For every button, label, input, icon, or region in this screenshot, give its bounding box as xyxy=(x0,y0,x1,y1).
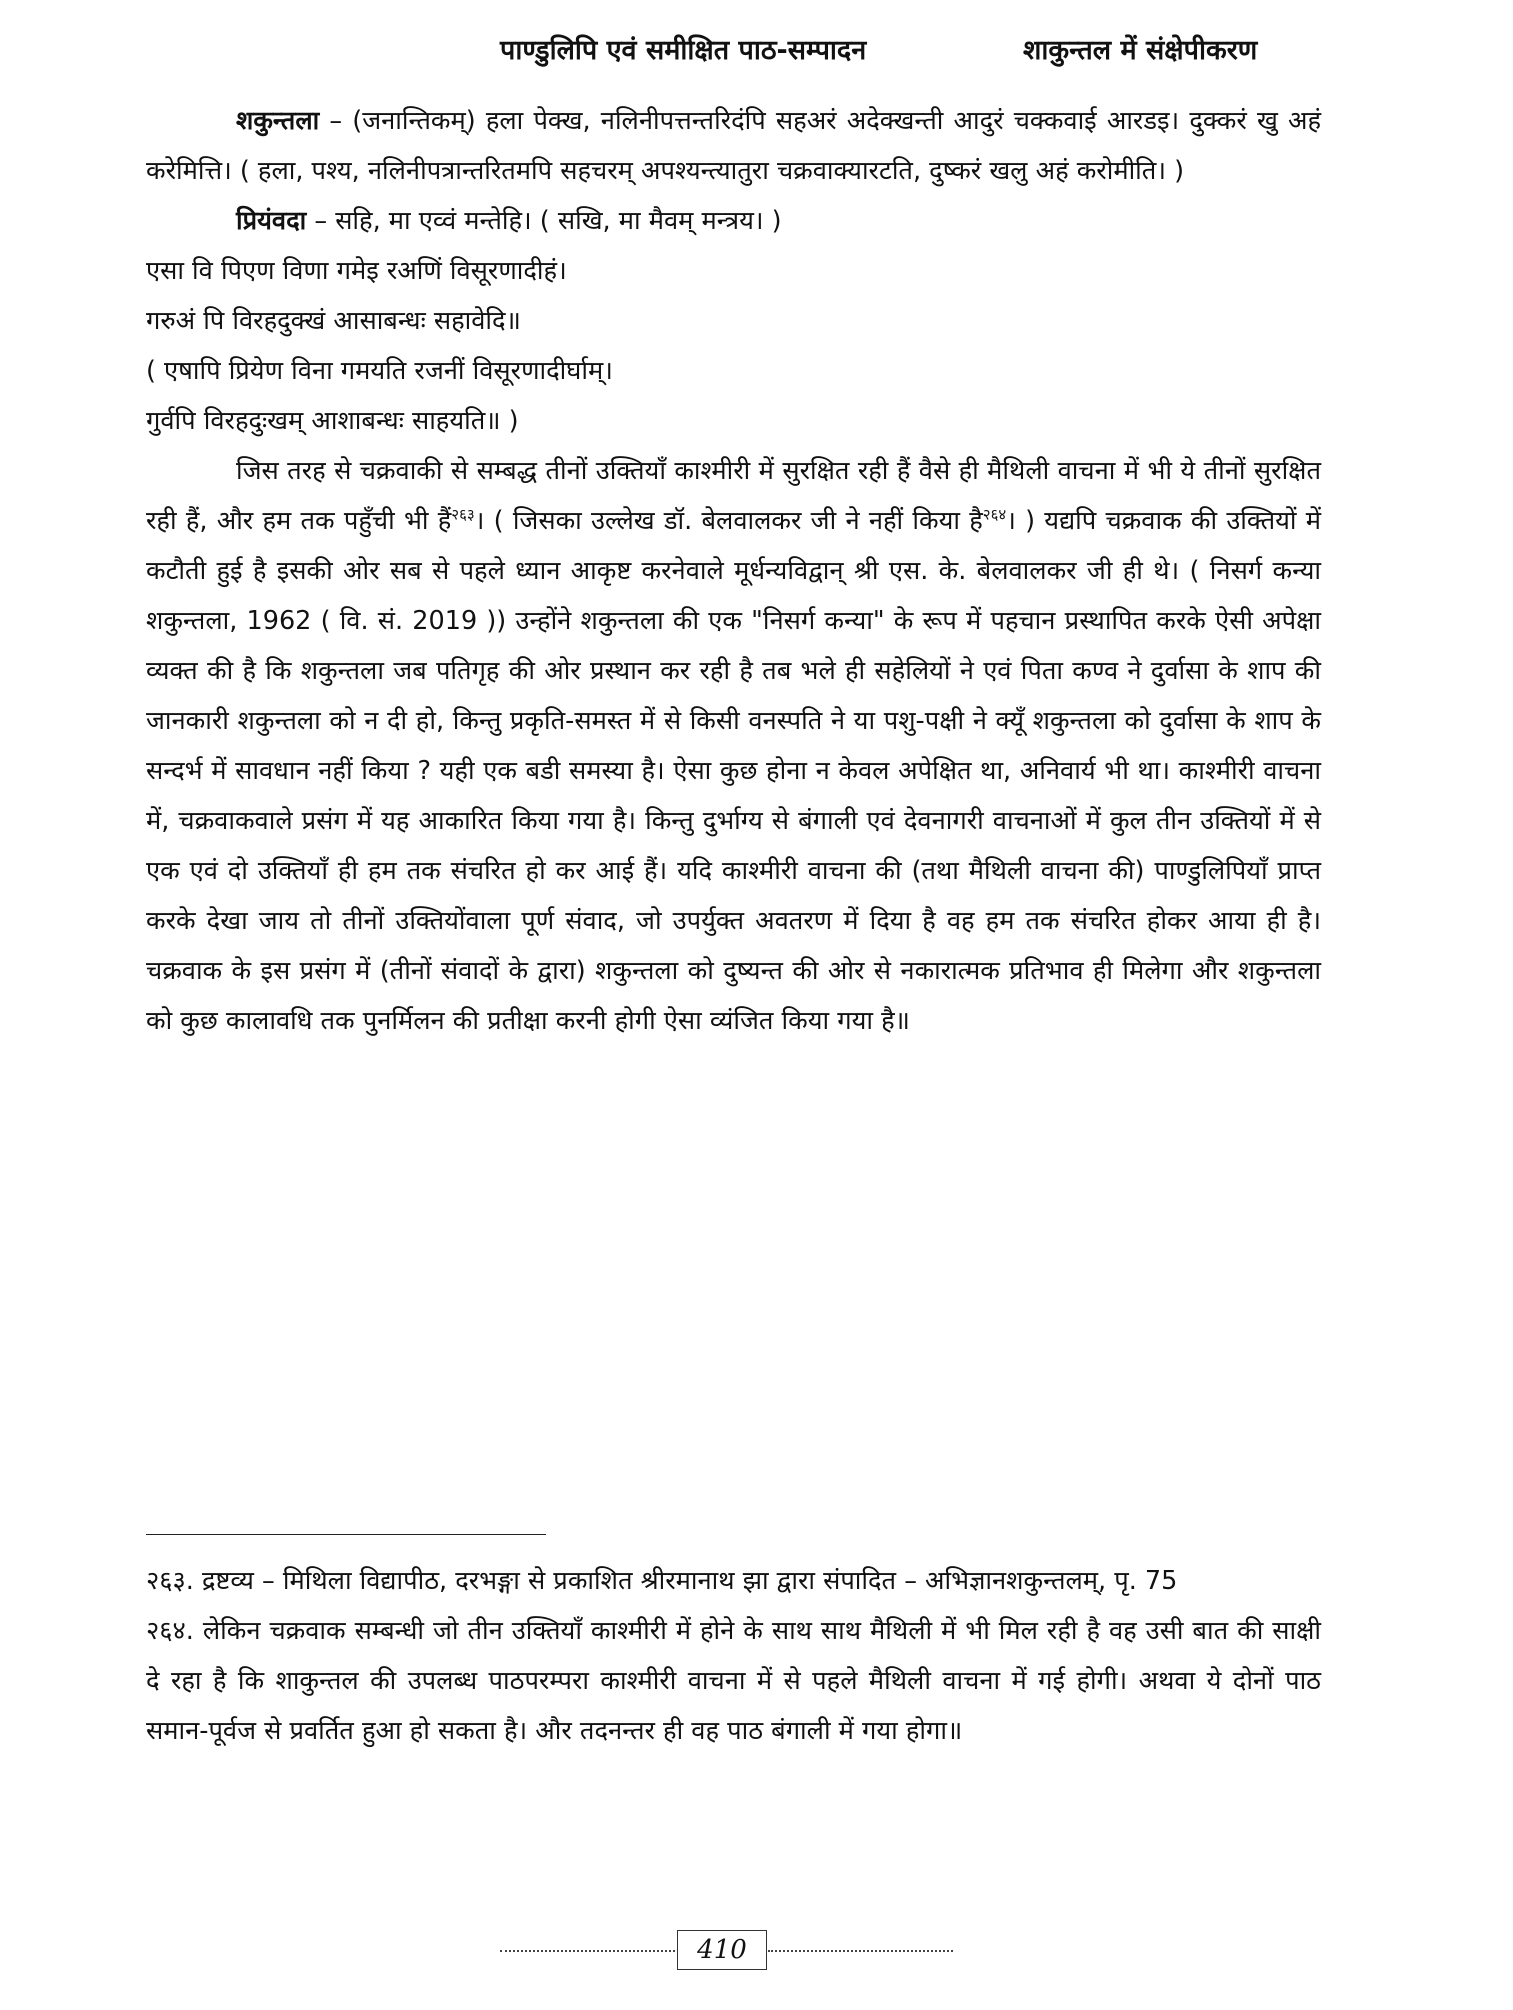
verse-line: गरुअं पि विरहदुक्खं आसाबन्धः सहावेदि॥ xyxy=(146,306,521,336)
footnote-ref: २६३ xyxy=(451,505,475,524)
verse-line: एसा वि पिएण विणा गमेइ रअणिं विसूरणादीहं। xyxy=(146,256,567,286)
dotted-rule xyxy=(768,1950,953,1952)
footnote-divider xyxy=(146,1534,546,1535)
page-footer xyxy=(0,1930,1513,1970)
paragraph-text: । ) यद्यपि चक्रवाक की उक्तियों में कटौती हुई है इसकी ओर सब से पहले ध्यान आकृष्ट करनेवाले मूर्धन्यविद्वान् श्री एस. के. बेलवालकर जी ही थे। ( निसर्ग कन्या शकुन्तला, 1962 ( वि. सं. 2019 )) उन्होंने शकुन्तला की एक "निसर्ग कन्या" के रूप में पहचान प्रस्थापित करके ऐसी अपेक्षा व्यक्त की है कि शकुन्तला जब पतिगृह की ओर प्रस्थान कर रही है तब भले ही सहेलियों ने एवं पिता कण्व ने दुर्वासा के शाप की जानकारी शकुन्तला को न दी हो, किन्तु प्रकृति-समस्त में से किसी वनस्पति ने या पशु-पक्षी ने क्यूँ शकुन्तला को दुर्वासा के शाप के सन्दर्भ में सावधान नहीं किया ? यही एक बडी समस्या है। ऐसा कुछ होना न केवल अपेक्षित था, अनिवार्य भी था। काश्मीरी वाचना में, चक्रवाकवाले प्रसंग में यह आकारित किया गया है। किन्तु दुर्भाग्य से बंगाली एवं देवनागरी वाचनाओं में कुल तीन उक्तियों में से एक एवं दो उक्तियाँ ही हम तक संचरित हो कर आई हैं। यदि काश्मीरी वाचना की (तथा मैथिली वाचना की) पाण्डुलिपियाँ प्राप्त करके देखा जाय तो तीनों उक्तियोंवाला पूर्ण संवाद, जो उपर्युक्त अवतरण में दिया है वह हम तक संचरित होकर आया ही है। चक्रवाक के इस प्रसंग में (तीनों संवादों के द्वारा) शकुन्तला को दुष्यन्त की ओर से नकारात्मक प्रतिभाव ही मिलेगा और शकुन्तला को कुछ कालावधि तक पुनर्मिलन की प्रतीक्षा करनी होगी ऐसा व्यंजित किया गया है॥ xyxy=(146,506,1321,1036)
footnote: २६३. द्रष्टव्य – मिथिला विद्यापीठ, दरभङ्गा से प्रकाशित श्रीरमानाथ झा द्वारा संपादित – अभिज्ञानशकुन्तलम्, पृ. 75 xyxy=(146,1566,1178,1596)
running-header xyxy=(0,24,1513,74)
dotted-rule xyxy=(500,1950,675,1952)
dialogue-text: – (जनान्तिकम्) हला पेक्ख, नलिनीपत्तन्तरिदंपि सहअरं अदेक्खन्ती आदुरं चक्कवाई आरडइ। दुक्करं खु अहं करेमित्ति। ( हला, पश्य, नलिनीपत्रान्तरितमपि सहचरम् अपश्यन्त्यातुरा चक्रवाक्यारटति, दुष्करं खलु अहं करोमीति। ) xyxy=(146,106,1321,186)
body-paragraph xyxy=(146,446,1321,1046)
footnotes xyxy=(146,1556,1321,1756)
footnote-ref: २६४ xyxy=(982,505,1007,524)
page-number: 410 xyxy=(677,1930,767,1970)
dialogue-line xyxy=(146,96,1321,196)
speaker-name: शकुन्तला xyxy=(236,106,320,136)
footnote: २६४. लेकिन चक्रवाक सम्बन्धी जो तीन उक्तियाँ काश्मीरी में होने के साथ साथ मैथिली में भी मिल रही है वह उसी बात की साक्षी दे रहा है कि शाकुन्तल की उपलब्ध पाठपरम्परा काश्मीरी वाचना में से पहले मैथिली वाचना में गई होगी। अथवा ये दोनों पाठ समान-पूर्वज से प्रवर्तित हुआ हो सकता है। और तदनन्तर ही वह पाठ बंगाली में गया होगा॥ xyxy=(146,1616,1321,1746)
header-chapter-title: शाकुन्तल में संक्षेपीकरण xyxy=(1023,35,1258,66)
main-text xyxy=(146,96,1321,1046)
dialogue-text: – सहि, मा एव्वं मन्तेहि। ( सखि, मा मैवम् मन्त्रय। ) xyxy=(306,206,782,236)
header-book-title: पाण्डुलिपि एवं समीक्षित पाठ-सम्पादन xyxy=(500,35,867,66)
paragraph-text: । ( जिसका उल्लेख डॉ. बेलवालकर जी ने नहीं किया है xyxy=(474,506,983,536)
verse-line: गुर्वपि विरहदुःखम् आशाबन्धः साहयति॥ ) xyxy=(146,406,519,436)
verse-line: ( एषापि प्रियेण विना गमयति रजनीं विसूरणादीर्घाम्। xyxy=(146,356,613,386)
dialogue-line xyxy=(146,196,1321,246)
speaker-name: प्रियंवदा xyxy=(236,206,307,236)
paragraph-text: जिस तरह से चक्रवाकी से सम्बद्ध तीनों उक्तियाँ काश्मीरी में सुरक्षित रही हैं वैसे ही मैथिली वाचना में भी ये तीनों सुरक्षित रही हैं, और हम तक पहुँची भी हैं xyxy=(146,456,1321,536)
